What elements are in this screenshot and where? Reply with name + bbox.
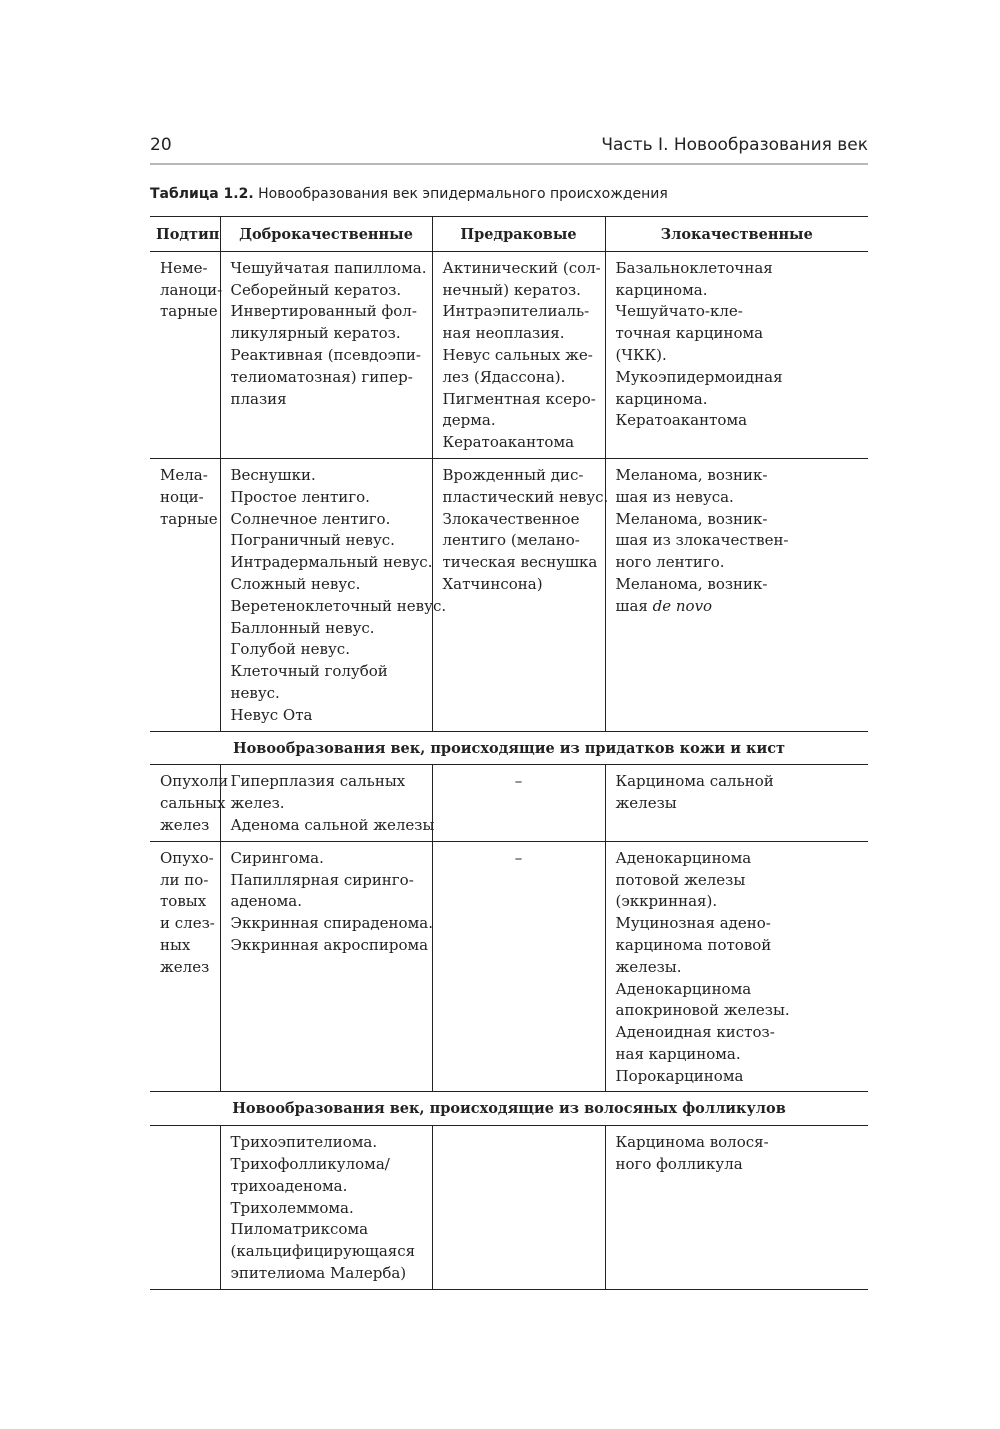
cell-benign: Сирингома. Папиллярная сиринго- аденома. Эккринная спираденома. Эккринная акроспирома	[220, 841, 432, 1092]
header-divider	[150, 163, 868, 165]
section-heading-follicles: Новообразования век, происходящие из волосяных фолликулов	[150, 1092, 868, 1126]
table-row	[150, 458, 868, 731]
cell-benign: Чешуйчатая папиллома. Себорейный кератоз. Инвертированный фол- ликулярный кератоз. Реактивная (псевдоэпи- телиоматозная) гипер- плазия	[220, 251, 432, 458]
header-subtype: Подтип	[150, 217, 220, 252]
cell-precancer: Врожденный дис- пластический невус. Злокачественное лентиго (мелано- тическая веснушка Хатчинсона)	[432, 458, 605, 731]
caption-text: Новообразования век эпидермального происхождения	[253, 186, 668, 202]
table-row	[150, 251, 868, 458]
cell-subtype: Опухо- ли по- товых и слез- ных желез	[150, 841, 220, 1092]
page-number: 20	[150, 135, 172, 155]
table-row	[150, 765, 868, 841]
cell-malignant: Карцинома волося- ного фолликула	[605, 1126, 868, 1290]
section-heading-appendages: Новообразования век, происходящие из придатков кожи и кист	[150, 731, 868, 765]
neoplasm-table	[150, 216, 868, 1290]
header-benign: Доброкачественные	[220, 217, 432, 252]
cell-subtype: Опухоли сальных желез	[150, 765, 220, 841]
cell-benign: Трихоэпителиома. Трихофолликулома/ трихоаденома. Трихолеммома. Пиломатриксома (кальцифицирующаяся эпителиома Малерба)	[220, 1126, 432, 1290]
caption-label: Таблица 1.2.	[150, 186, 254, 202]
cell-precancer-dash: –	[432, 765, 605, 841]
table-header-row	[150, 217, 868, 252]
section-row	[150, 731, 868, 765]
cell-precancer-dash: –	[432, 841, 605, 1092]
page-header	[150, 133, 868, 163]
cell-subtype: Неме- ланоци- тарные	[150, 251, 220, 458]
cell-subtype-empty	[150, 1126, 220, 1290]
table-caption	[150, 186, 868, 202]
header-malignant: Злокачественные	[605, 217, 868, 252]
section-row	[150, 1092, 868, 1126]
header-precancer: Предраковые	[432, 217, 605, 252]
cell-malignant: Базальноклеточная карцинома. Чешуйчато-кле- точная карцинома (ЧКК). Мукоэпидермоидная карцинома. Кератоакантома	[605, 251, 868, 458]
de-novo-italic: de novo	[652, 596, 713, 615]
table-row	[150, 841, 868, 1092]
cell-precancer-empty	[432, 1126, 605, 1290]
cell-precancer: Актинический (сол- нечный) кератоз. Интраэпителиаль- ная неоплазия. Невус сальных же- лез (Ядассона). Пигментная ксеро- дерма. Кератоакантома	[432, 251, 605, 458]
cell-malignant: Карцинома сальной железы	[605, 765, 868, 841]
cell-benign: Гиперплазия сальных желез. Аденома сальной железы	[220, 765, 432, 841]
cell-subtype: Мела- ноци- тарные	[150, 458, 220, 731]
cell-malignant: Аденокарцинома потовой железы (эккринная). Муцинозная адено- карцинома потовой железы. Аденокарцинома апокриновой железы. Аденоидная кистоз- ная карцинома. Порокарцинома	[605, 841, 868, 1092]
cell-malignant: Меланома, возник- шая из невуса. Меланома, возник- шая из злокачествен- ного лентиго. Меланома, возник- шая de novo	[605, 458, 868, 731]
table-row	[150, 1126, 868, 1290]
running-title: Часть I. Новообразования век	[601, 135, 868, 155]
cell-benign: Веснушки. Простое лентиго. Солнечное лентиго. Пограничный невус. Интрадермальный невус. Сложный невус. Веретеноклеточный невус. Баллонный невус. Голубой невус. Клеточный голубой невус. Невус Ота	[220, 458, 432, 731]
